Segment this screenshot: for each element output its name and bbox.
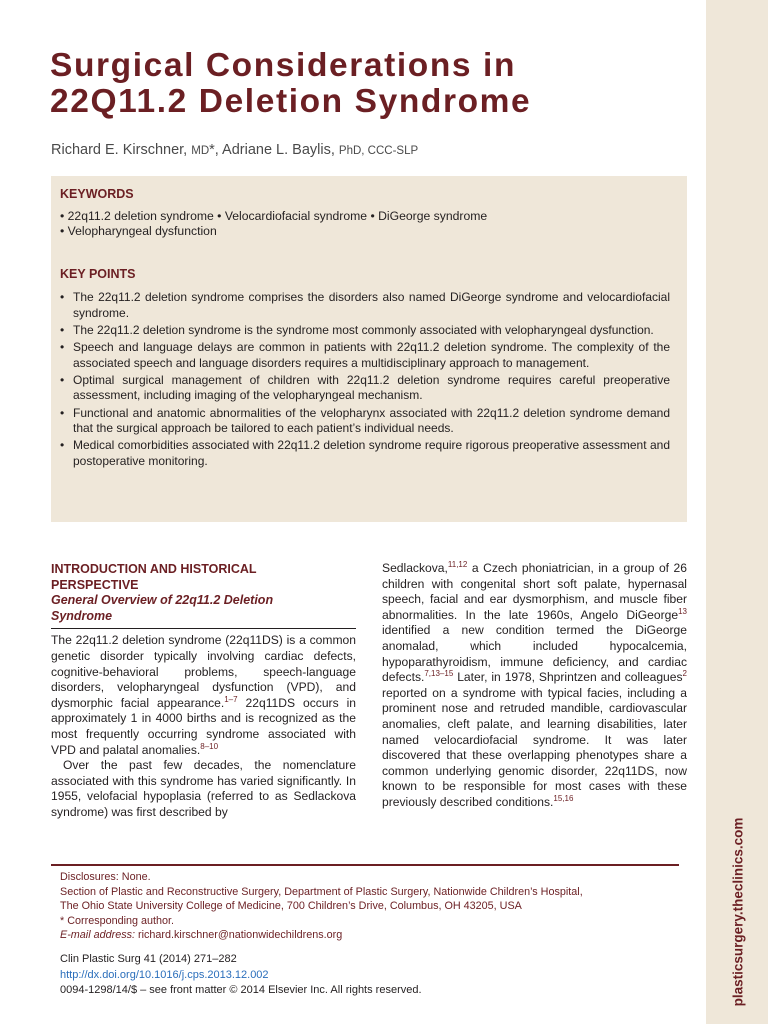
subsection-heading-line: General Overview of 22q11.2 Deletion (51, 593, 274, 608)
footnotes (60, 870, 690, 943)
reference-link[interactable]: 8–10 (200, 741, 219, 751)
subsection-heading (51, 593, 356, 629)
key-point: • Medical comorbidities associated with 22q11.2 deletion syndrome require rigorous preoperative assessment and postoperative monitoring. (60, 438, 670, 469)
subsection-heading-line: Syndrome (51, 608, 113, 623)
key-point: • Optimal surgical management of children with 22q11.2 deletion syndrome requires careful preoperative assessment, including imaging of the velopharyngeal mechanism. (60, 373, 670, 404)
reference-link[interactable]: 15,16 (553, 793, 574, 803)
disclosures: Disclosures: None. (60, 871, 151, 883)
key-point: • The 22q11.2 deletion syndrome comprises the disorders also named DiGeorge syndrome and velocardiofacial syndrome. (60, 290, 670, 321)
key-points-heading: KEY POINTS (60, 267, 136, 281)
doi-link[interactable]: http://dx.doi.org/10.1016/j.cps.2013.12.002 (60, 968, 269, 981)
email-link[interactable]: richard.kirschner@nationwidechildrens.org (135, 929, 343, 942)
keywords-line: • Velopharyngeal dysfunction (60, 224, 217, 238)
text-run: a Czech phoniatrician, in a group of 26 children with congenital short soft palate, hypernasal speech, facial and ear dysmorphism, and muscle fiber abnormalities. In the late 1960s, Angelo DiGeorge (382, 561, 687, 622)
email-label: E-mail address: (60, 929, 136, 942)
text-run: Over the past few decades, the nomenclature associated with this syndrome has varied significantly. In 1955, velofacial hypoplasia (referred to as Sedlackova syndrome) was first described by (51, 758, 356, 819)
reference-link[interactable]: 2 (682, 669, 687, 679)
author-degree: MD (191, 145, 210, 157)
text-run: The 22q11.2 deletion syndrome (22q11DS) is a common genetic disorder typically involving cardiac defects, cognitive-behavioral problems, speech-language disorders, velopharyngeal dysfunction (VPD), and dysmorphic facial appearance. (51, 633, 356, 710)
title-line-1: Surgical Considerations in (50, 47, 517, 84)
article-title (50, 48, 531, 120)
paragraph (51, 633, 356, 758)
text-run: Sedlackova, (382, 561, 448, 575)
copyright-line: 0094-1298/14/$ – see front matter © 2014 Elsevier Inc. All rights reserved. (60, 984, 422, 997)
key-point: • Functional and anatomic abnormalities of the velopharynx associated with 22q11.2 deletion syndrome demand that the surgical approach be tailored to each patient’s individual needs. (60, 406, 670, 437)
title-line-2: 22Q11.2 Deletion Syndrome (50, 83, 532, 120)
journal-website-label: plasticsurgery.theclinics.com (730, 817, 746, 1007)
key-point: • The 22q11.2 deletion syndrome is the syndrome most commonly associated with velopharyngeal dysfunction. (60, 323, 670, 339)
paragraph (382, 561, 687, 811)
corresponding-author-note: * Corresponding author. (60, 914, 175, 927)
footnote-divider (51, 864, 679, 866)
section-heading (51, 562, 356, 593)
corresponding-mark: *, (209, 142, 219, 158)
reference-link[interactable]: 13 (678, 606, 687, 616)
key-point: • Speech and language delays are common in patients with 22q11.2 deletion syndrome. The complexity of the associated speech and language disorders requires a multidisciplinary approach to management. (60, 340, 670, 371)
text-run: 22q11DS occurs in approximately 1 in 4000 births and is recognized as the most frequently occurring syndrome associated with VPD and palatal anomalies. (51, 695, 356, 757)
reference-link[interactable]: 7,13–15 (424, 669, 454, 679)
key-points-list (60, 290, 670, 471)
email-line (60, 928, 690, 943)
text-run: Later, in 1978, Shprintzen and colleagues (453, 670, 683, 685)
affiliation: Section of Plastic and Reconstructive Surgery, Department of Plastic Surgery, Nationwide Children’s Hospital, (60, 885, 583, 898)
paragraph (51, 758, 356, 820)
affiliation: The Ohio State University College of Medicine, 700 Children’s Drive, Columbus, OH 43205, USA (60, 900, 522, 913)
text-run: identified a new condition termed the DiGeorge anomalad, which included hypocalcemia, hypoparathyroidism, immune deficiency, and cardiac defects. (382, 623, 687, 685)
author-name: Richard E. Kirschner, (51, 142, 188, 158)
section-heading-line: PERSPECTIVE (51, 577, 139, 592)
keywords-line: • 22q11.2 deletion syndrome • Velocardiofacial syndrome • DiGeorge syndrome (60, 209, 488, 223)
author-name: Adriane L. Baylis, (222, 142, 335, 158)
reference-link[interactable]: 1–7 (224, 694, 238, 704)
body-column-left (51, 562, 356, 821)
journal-citation: Clin Plastic Surg 41 (2014) 271–282 (60, 953, 237, 965)
body-column-right (382, 561, 687, 811)
author-degree: PhD, CCC-SLP (338, 145, 419, 157)
reference-link[interactable]: 11,12 (447, 559, 468, 569)
citation-block (60, 952, 422, 999)
section-heading-line: INTRODUCTION AND HISTORICAL (51, 562, 257, 576)
text-run: reported on a syndrome with typical facies, including a prominent nose and retruded mandible, cardiovascular anomalies, cleft palate, and learning disabilities, later named velocardiofacial syndrome. It was later discovered that these overlapping phenotypes share a common underlying genomic disorder, 22q11DS, now known to be responsible for most cases with these previously described conditions. (382, 685, 687, 809)
author-list (51, 142, 418, 158)
keywords-heading: KEYWORDS (60, 187, 134, 201)
